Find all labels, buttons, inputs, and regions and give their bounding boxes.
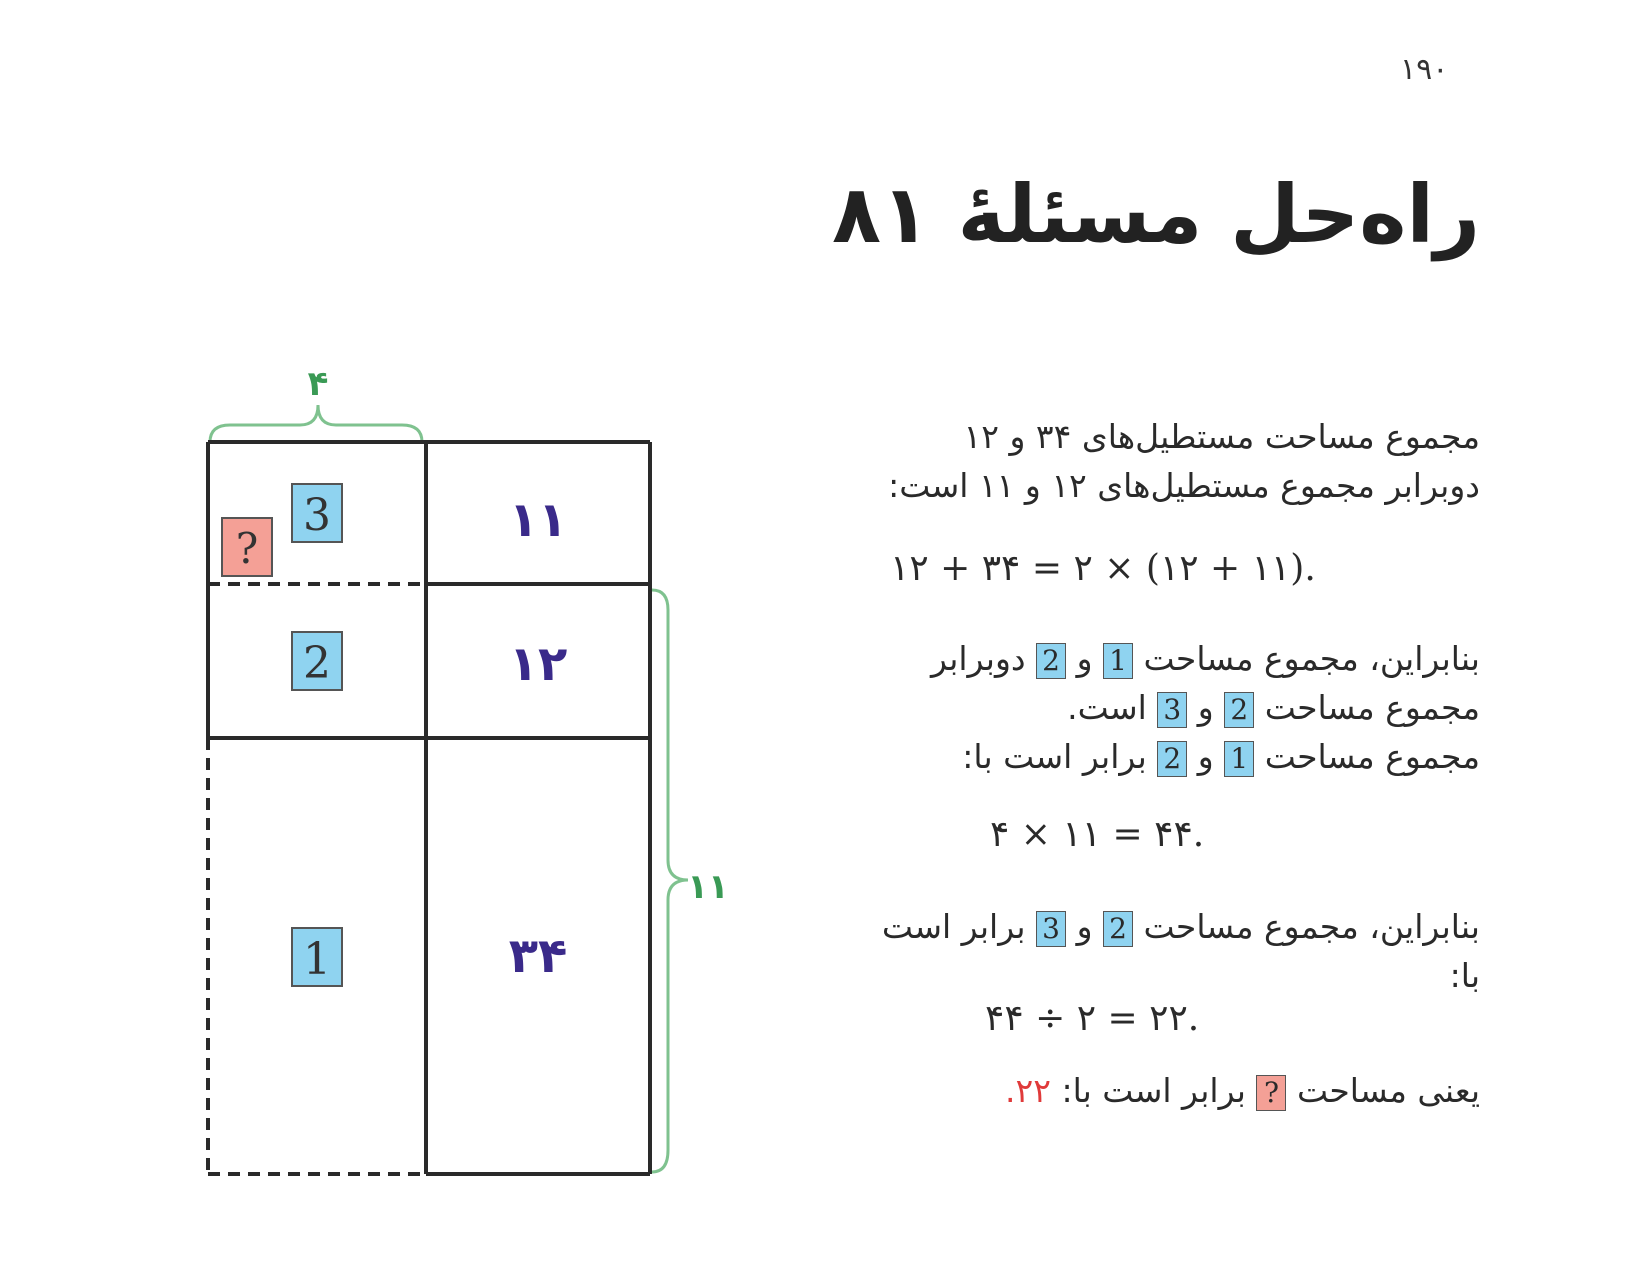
p5-text-a: یعنی مساحت (1296, 1071, 1480, 1110)
top-brace-label: ۴ (307, 364, 329, 404)
equation-3: ۴۴ ÷ ۲ = ۲۲. (985, 998, 1200, 1039)
right-brace-label: ۱۱ (687, 867, 729, 907)
paragraph-4-line-2: با: (1449, 956, 1480, 995)
paragraph-3 (820, 732, 1480, 781)
inline-box-1: 1 (1224, 741, 1254, 777)
equation-2: ۴ × ۱۱ = ۴۴. (990, 814, 1205, 855)
p4-text-b: و (1076, 907, 1093, 946)
right-brace (652, 590, 688, 1172)
paragraph-1-line-2: دوبرابر مجموع مستطیل‌های ۱۲ و ۱۱ است: (888, 466, 1480, 505)
equation-1: ۱۲ + ۳۴ = ۲ × (۱۲ + ۱۱). (890, 548, 1316, 589)
inline-box-2: 2 (1224, 692, 1254, 728)
box-unknown-label: ? (235, 524, 259, 573)
top-brace (210, 405, 422, 442)
page-title: راه‌حل مسئلهٔ ۸۱ (832, 168, 1480, 261)
p2-text-e: و (1197, 688, 1214, 727)
paragraph-2 (820, 634, 1480, 781)
area-label-mid-right: ۱۲ (508, 636, 568, 692)
inline-box-3: 3 (1036, 911, 1066, 947)
paragraph-1-line-1: مجموع مساحت مستطیل‌های ۳۴ و ۱۲ (963, 417, 1480, 456)
p2-text-c: دوبرابر (931, 639, 1026, 678)
paragraph-2-line-1 (820, 634, 1480, 683)
inline-box-1: 1 (1103, 643, 1133, 679)
box-3-label: 3 (303, 490, 331, 541)
p2-text-d: مجموع مساحت (1264, 688, 1480, 727)
inline-box-unknown: ? (1256, 1075, 1286, 1111)
box-1-label: 1 (303, 934, 331, 985)
page-number: ۱۹۰ (1400, 52, 1449, 87)
box-2-label: 2 (303, 638, 331, 689)
rectangle-diagram (0, 0, 800, 1284)
p3-text-a: مجموع مساحت (1264, 737, 1480, 776)
p4-text-a: بنابراین، مجموع مساحت (1143, 907, 1480, 946)
p2-text-f: است. (1067, 688, 1147, 727)
answer-value: ۲۲. (1005, 1071, 1051, 1110)
paragraph-4 (820, 902, 1480, 1000)
inline-box-2: 2 (1157, 741, 1187, 777)
paragraph-5-line-1 (820, 1066, 1480, 1115)
p2-text-a: بنابراین، مجموع مساحت (1143, 639, 1480, 678)
p5-text-b: برابر است با: (1061, 1071, 1246, 1110)
inline-box-2: 2 (1103, 911, 1133, 947)
inline-box-3: 3 (1157, 692, 1187, 728)
inline-box-2: 2 (1036, 643, 1066, 679)
p3-text-b: و (1197, 737, 1214, 776)
p4-text-c: برابر است (881, 907, 1026, 946)
paragraph-1 (820, 412, 1480, 510)
p2-text-b: و (1076, 639, 1093, 678)
p3-text-c: برابر است با: (962, 737, 1147, 776)
paragraph-4-line-1 (820, 902, 1480, 951)
paragraph-2-line-2 (820, 683, 1480, 732)
paragraph-5 (820, 1066, 1480, 1115)
area-label-top-right: ۱۱ (508, 492, 568, 548)
area-label-bottom-right: ۳۴ (508, 928, 568, 984)
